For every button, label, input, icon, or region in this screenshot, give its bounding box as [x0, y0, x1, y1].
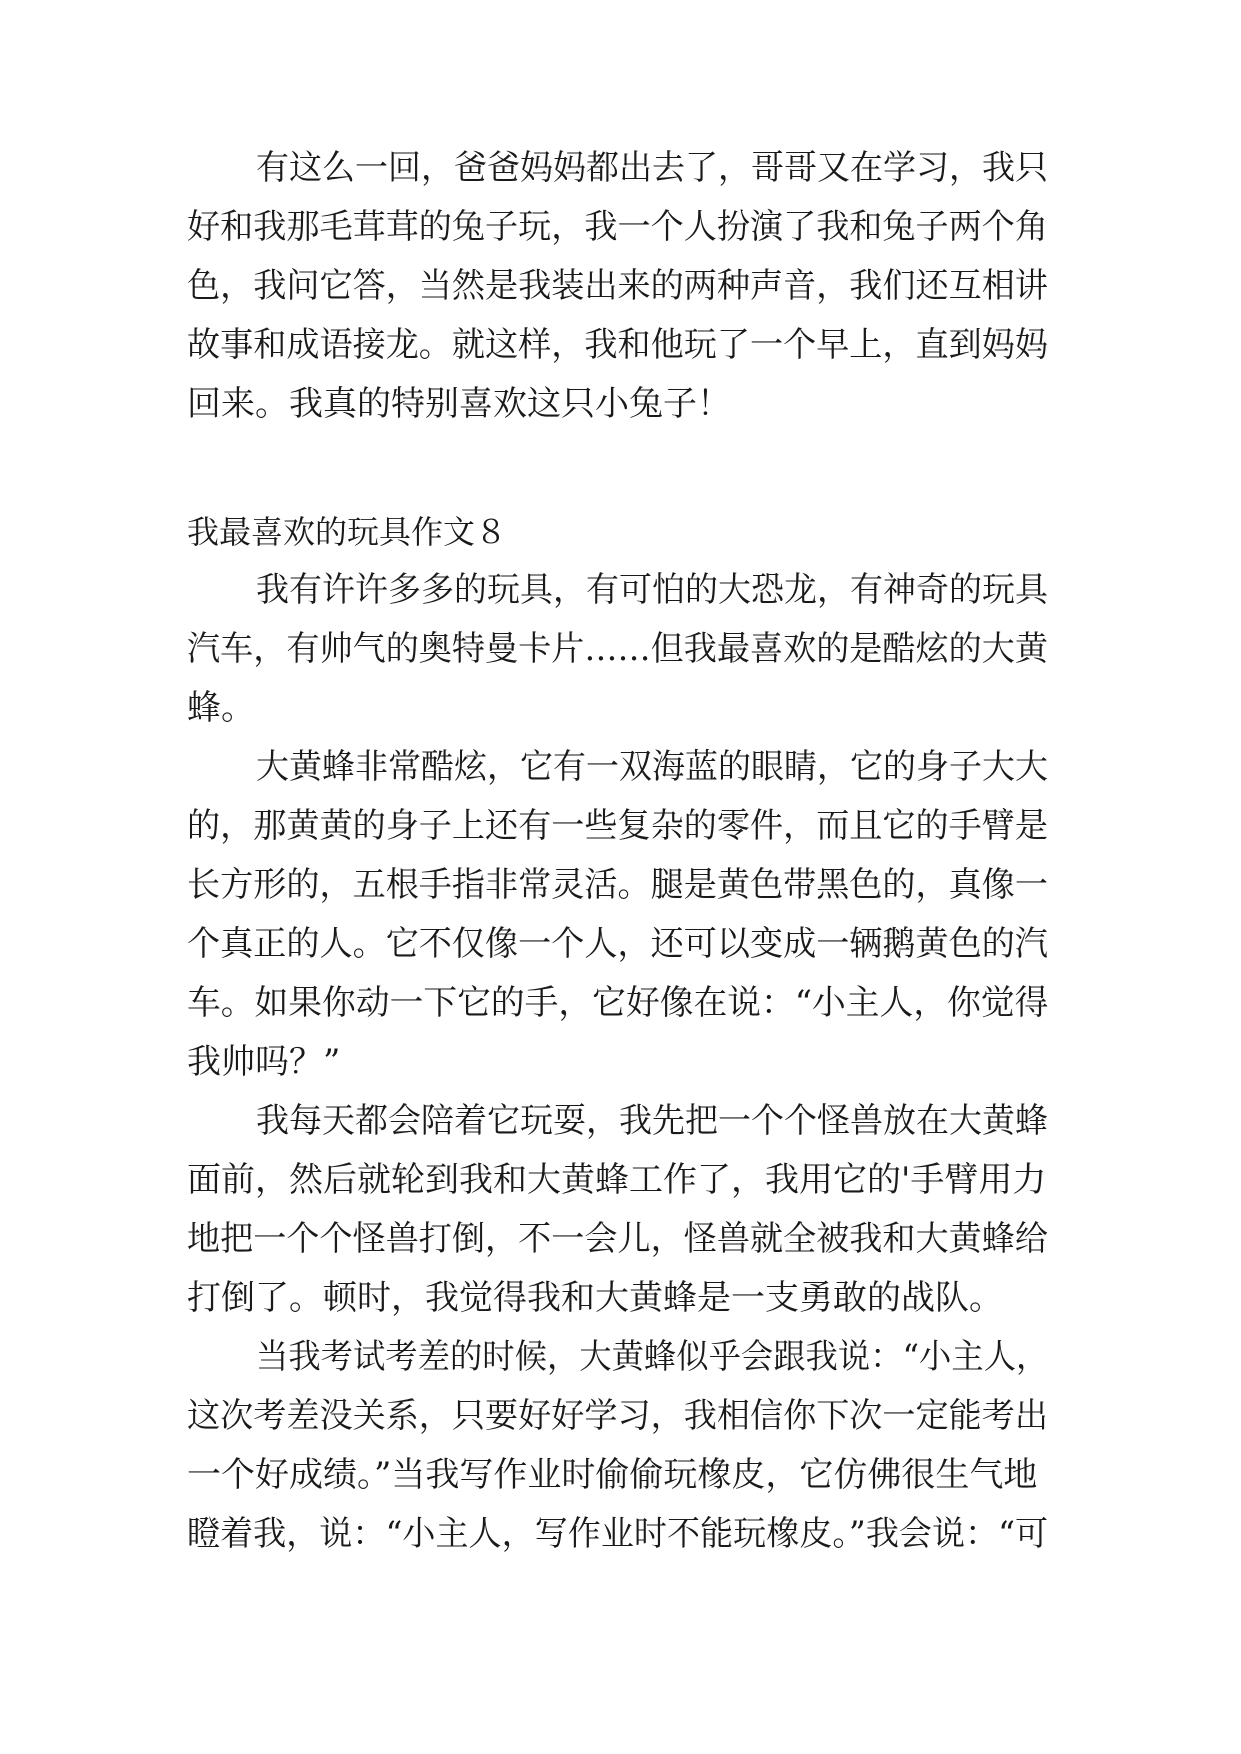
- paragraph-line: [0, 205, 1241, 249]
- paragraph-line: [0, 922, 1241, 966]
- paragraph-line: [0, 981, 1241, 1025]
- line-text: 我帅吗？”: [187, 1042, 341, 1082]
- line-text: 这次考差没关系，只要好好学习，我相信你下次一定能考出: [187, 1396, 1048, 1436]
- paragraph-line: [0, 1276, 1241, 1320]
- line-text: 地把一个个怪兽打倒，不一会儿，怪兽就全被我和大黄蜂给: [187, 1219, 1048, 1259]
- paragraph-line: [0, 323, 1241, 367]
- line-text: 当我考试考差的时候，大黄蜂似乎会跟我说：“小主人，: [256, 1337, 1049, 1377]
- line-text: 大黄蜂非常酷炫，它有一双海蓝的眼睛，它的身子大大: [256, 747, 1048, 787]
- paragraph-line: [0, 745, 1241, 789]
- line-text: 好和我那毛茸茸的兔子玩，我一个人扮演了我和兔子两个角: [187, 207, 1048, 247]
- paragraph-line: [0, 1040, 1241, 1084]
- line-text: 我有许许多多的玩具，有可怕的大恐龙，有神奇的玩具: [256, 570, 1048, 610]
- paragraph-line: [0, 382, 1241, 426]
- line-text: 长方形的，五根手指非常灵活。腿是黄色带黑色的，真像一: [187, 865, 1048, 905]
- line-text: 汽车，有帅气的奥特曼卡片……但我最喜欢的是酷炫的大黄: [187, 629, 1048, 669]
- line-text: 打倒了。顿时，我觉得我和大黄蜂是一支勇敢的战队。: [187, 1278, 1003, 1318]
- paragraph-line: [0, 1217, 1241, 1261]
- paragraph-line: [0, 1453, 1241, 1497]
- heading-text: 我最喜欢的玩具作文８: [187, 513, 508, 551]
- line-text: 车。如果你动一下它的手，它好像在说：“小主人，你觉得: [187, 983, 1049, 1023]
- paragraph-line: [0, 686, 1241, 730]
- line-text: 一个好成绩。”当我写作业时偷偷玩橡皮，它仿佛很生气地: [187, 1455, 1038, 1495]
- paragraph-line: [0, 146, 1241, 190]
- paragraph-line: [0, 863, 1241, 907]
- paragraph-line: [0, 1335, 1241, 1379]
- line-text: 瞪着我，说：“小主人，写作业时不能玩橡皮。”我会说：“可: [187, 1514, 1049, 1554]
- line-text: 色，我问它答，当然是我装出来的两种声音，我们还互相讲: [187, 266, 1048, 306]
- paragraph-line: [0, 804, 1241, 848]
- paragraph-line: [0, 1099, 1241, 1143]
- paragraph-line: [0, 1512, 1241, 1556]
- paragraph-line: [0, 627, 1241, 671]
- line-text: 蜂。: [187, 688, 255, 728]
- paragraph-line: [0, 1394, 1241, 1438]
- line-text: 回来。我真的特别喜欢这只小兔子！: [187, 384, 731, 424]
- line-text: 有这么一回，爸爸妈妈都出去了，哥哥又在学习，我只: [256, 148, 1048, 188]
- line-text: 面前，然后就轮到我和大黄蜂工作了，我用它的'手臂用力: [187, 1160, 1047, 1200]
- paragraph-line: [0, 1158, 1241, 1202]
- paragraph-line: [0, 568, 1241, 612]
- line-text: 我每天都会陪着它玩耍，我先把一个个怪兽放在大黄蜂: [256, 1101, 1048, 1141]
- line-text: 的，那黄黄的身子上还有一些复杂的零件，而且它的手臂是: [187, 806, 1048, 846]
- paragraph-line: [0, 264, 1241, 308]
- section-heading: [0, 510, 1241, 554]
- line-text: 个真正的人。它不仅像一个人，还可以变成一辆鹅黄色的汽: [187, 924, 1048, 964]
- line-text: 故事和成语接龙。就这样，我和他玩了一个早上，直到妈妈: [187, 325, 1048, 365]
